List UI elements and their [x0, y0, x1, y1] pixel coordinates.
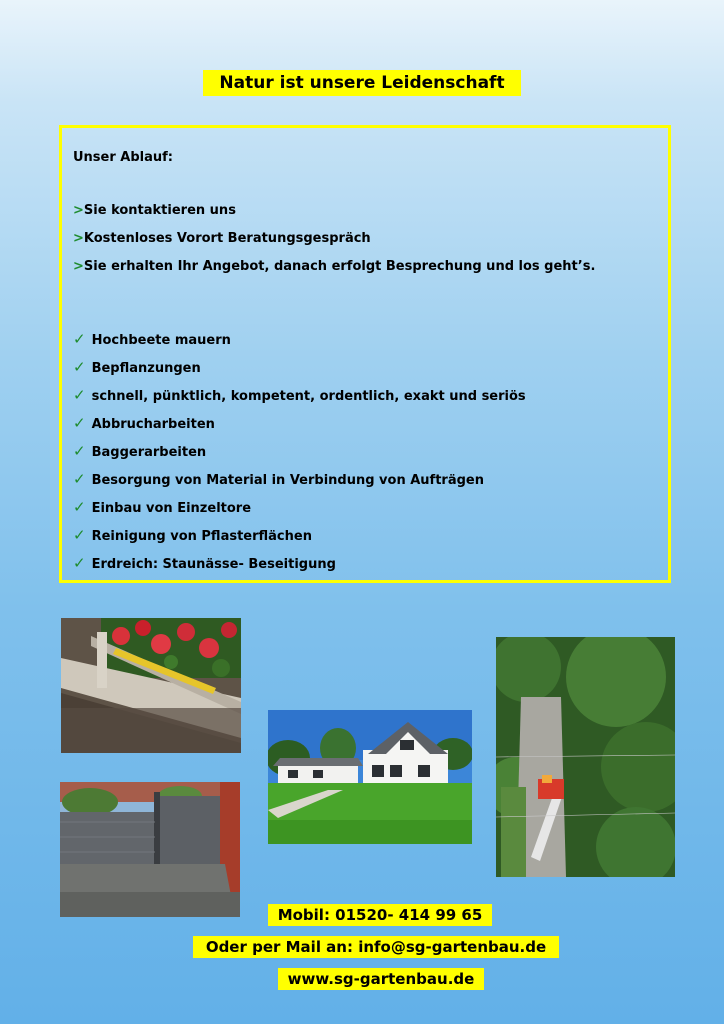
process-heading: Unser Ablauf:: [73, 150, 174, 165]
photo-house-lawn: [268, 710, 472, 844]
contact-phone: Mobil: 01520- 414 99 65: [268, 904, 492, 926]
services-list: [73, 330, 526, 582]
process-step: >Sie erhalten Ihr Angebot, danach erfolgt Besprechung und los geht’s.: [73, 259, 596, 274]
service-item: ✓ Besorgung von Material in Verbindung von Aufträgen: [73, 470, 484, 488]
process-steps: [73, 202, 595, 286]
service-item: ✓ Erdreich: Staunässe- Beseitigung: [73, 554, 336, 572]
service-item: ✓ Bepflanzungen: [73, 358, 201, 376]
service-item: ✓ schnell, pünktlich, kompetent, ordentlich, exakt und seriös: [73, 386, 526, 404]
process-box: [59, 125, 671, 583]
checkmark-icon: ✓: [73, 470, 86, 488]
page-title: Natur ist unsere Leidenschaft: [203, 70, 521, 96]
checkmark-icon: ✓: [73, 498, 86, 516]
photo-raised-bed: [61, 618, 241, 753]
checkmark-icon: ✓: [73, 358, 86, 376]
arrow-marker-icon: >: [73, 203, 84, 218]
checkmark-icon: ✓: [73, 330, 86, 348]
service-item: ✓ Einbau von Einzeltore: [73, 498, 252, 516]
contact-mail[interactable]: Oder per Mail an: info@sg-gartenbau.de: [193, 936, 559, 958]
checkmark-icon: ✓: [73, 442, 86, 460]
photo-tree-work: [496, 637, 675, 877]
checkmark-icon: ✓: [73, 554, 86, 572]
service-item: ✓ Reinigung von Pflasterflächen: [73, 526, 312, 544]
service-item: ✓ Hochbeete mauern: [73, 330, 231, 348]
checkmark-icon: ✓: [73, 414, 86, 432]
arrow-marker-icon: >: [73, 231, 84, 246]
process-step: >Kostenloses Vorort Beratungsgespräch: [73, 231, 371, 246]
checkmark-icon: ✓: [73, 526, 86, 544]
contact-website[interactable]: www.sg-gartenbau.de: [278, 968, 484, 990]
arrow-marker-icon: >: [73, 259, 84, 274]
process-step: >Sie kontaktieren uns: [73, 203, 236, 218]
service-item: ✓ Baggerarbeiten: [73, 442, 207, 460]
service-item: ✓ Abbrucharbeiten: [73, 414, 215, 432]
checkmark-icon: ✓: [73, 386, 86, 404]
photo-terrace-fence: [60, 782, 240, 917]
